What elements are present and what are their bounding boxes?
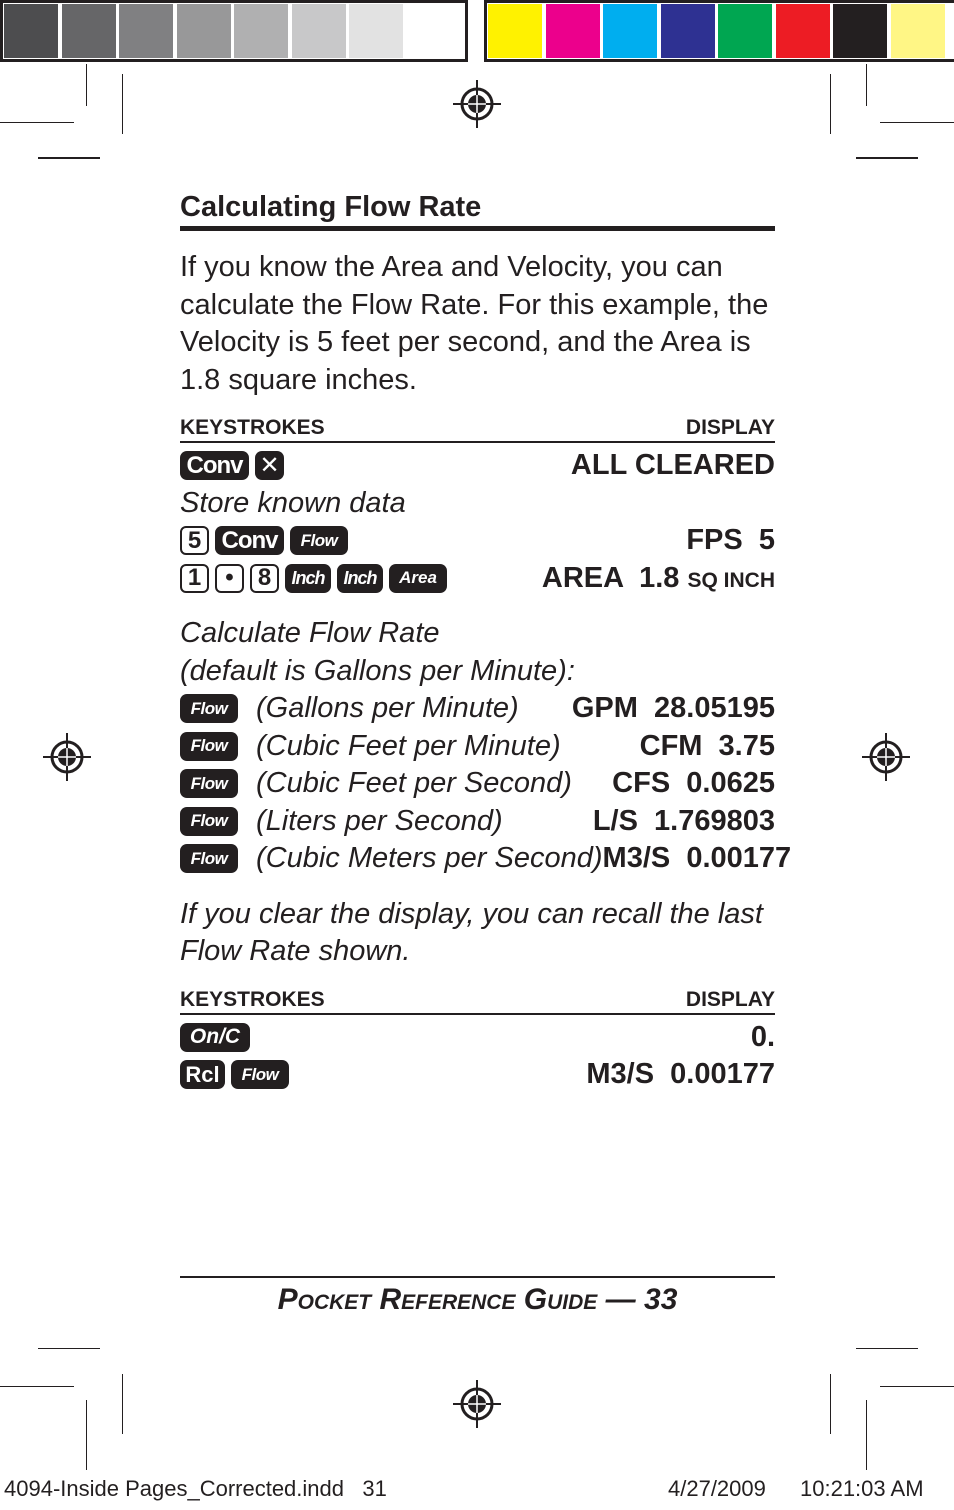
gray-swatch <box>62 4 116 58</box>
slug-date: 4/27/2009 <box>668 1476 766 1501</box>
key-sequence <box>180 805 503 838</box>
crop-mark <box>86 1400 87 1470</box>
note-recall: If you clear the display, you can recall the last Flow Rate shown. <box>180 897 763 967</box>
inch-key: Inch <box>285 564 331 593</box>
display-area-unit: SQ INCH <box>687 568 775 592</box>
keystroke-row <box>180 1056 775 1094</box>
color-swatch <box>776 4 830 58</box>
conv-key: Conv <box>215 526 284 555</box>
page-footer <box>180 1280 775 1320</box>
key-sequence <box>180 1023 256 1052</box>
keystrokes-header: KEYSTROKES <box>180 416 325 439</box>
page-number: 33 <box>644 1283 678 1316</box>
flow-row <box>180 690 775 728</box>
table-header <box>180 417 775 443</box>
flow-key: Flow <box>180 844 238 873</box>
slug-filename: 4094-Inside Pages_Corrected.indd 31 <box>4 1476 387 1501</box>
crop-mark <box>0 122 74 123</box>
crop-mark <box>38 157 100 159</box>
footer-rule <box>180 1276 775 1278</box>
display-value: 0. <box>750 1020 775 1053</box>
crop-mark <box>880 122 954 123</box>
key-sequence <box>180 451 290 480</box>
keystroke-row <box>180 1019 775 1057</box>
crop-mark <box>856 1348 918 1349</box>
spacer <box>180 597 775 615</box>
flow-unit-description: (Gallons per Minute) <box>256 692 519 725</box>
conv-key: Conv <box>180 451 249 480</box>
section-title: Calculating Flow Rate <box>180 188 775 231</box>
keystroke-row <box>180 522 775 560</box>
flow-unit-description: (Cubic Meters per Second) <box>256 842 603 875</box>
crop-mark <box>830 1374 831 1434</box>
digit-8-key: 8 <box>250 564 279 593</box>
gray-swatch <box>4 4 58 58</box>
flow-unit-description: (Cubic Feet per Second) <box>256 767 572 800</box>
registration-mark-icon <box>861 732 911 782</box>
crop-mark <box>880 1386 954 1387</box>
flow-row <box>180 765 775 803</box>
gray-swatch <box>119 4 173 58</box>
display-value <box>542 562 775 595</box>
recall-key: Rcl <box>180 1060 225 1089</box>
color-swatch <box>546 4 600 58</box>
crop-mark <box>866 1400 867 1470</box>
spacer <box>180 878 775 896</box>
flow-row <box>180 728 775 766</box>
flow-key: Flow <box>180 694 238 723</box>
key-sequence <box>180 564 453 593</box>
display-value: CFS 0.0625 <box>612 767 775 800</box>
gray-swatch <box>177 4 231 58</box>
flow-key: Flow <box>290 526 348 555</box>
flow-row <box>180 803 775 841</box>
crop-mark <box>856 157 918 159</box>
clear-x-key: ✕ <box>255 451 284 480</box>
color-swatch <box>833 4 887 58</box>
flow-key: Flow <box>180 769 238 798</box>
flow-rows <box>180 690 792 878</box>
digit-5-key: 5 <box>180 526 209 555</box>
color-swatch <box>661 4 715 58</box>
crop-mark <box>86 64 87 106</box>
key-sequence <box>180 730 561 763</box>
note-default-gpm: (default is Gallons per Minute): <box>180 654 575 687</box>
display-value: FPS 5 <box>686 524 775 557</box>
note-calculate-flow-rate: Calculate Flow Rate <box>180 617 440 649</box>
crop-mark <box>866 64 867 106</box>
inch-key: Inch <box>337 564 383 593</box>
color-swatch <box>891 4 945 58</box>
display-value: GPM 28.05195 <box>571 692 775 725</box>
key-sequence <box>180 1060 295 1089</box>
crop-mark <box>122 1374 123 1434</box>
color-swatch <box>488 4 542 58</box>
key-sequence <box>180 842 603 875</box>
digit-1-key: 1 <box>180 564 209 593</box>
color-swatch <box>603 4 657 58</box>
keystrokes-header: KEYSTROKES <box>180 987 325 1011</box>
keystroke-row <box>180 560 775 598</box>
keystroke-row <box>180 447 775 485</box>
flow-key: Flow <box>180 732 238 761</box>
crop-mark <box>38 1348 100 1349</box>
display-value: CFM 3.75 <box>639 729 775 762</box>
key-sequence <box>180 692 519 725</box>
display-value: ALL CLEARED <box>570 449 775 482</box>
key-sequence <box>180 526 354 555</box>
note-store-known-data: Store known data <box>180 486 406 519</box>
gray-swatch <box>349 4 403 58</box>
display-header: DISPLAY <box>685 987 775 1011</box>
gray-swatch <box>292 4 346 58</box>
display-value: M3/S 0.00177 <box>586 1058 775 1091</box>
intro-paragraph: If you know the Area and Velocity, you can calculate the Flow Rate. For this example, the Velocity is 5 feet per second, and the Area is 1.8 square inches. <box>180 251 769 396</box>
display-area-value: AREA 1.8 <box>541 561 680 594</box>
registration-mark-icon <box>452 79 502 129</box>
crop-mark <box>0 1386 74 1387</box>
display-value: M3/S 0.00177 <box>602 842 792 875</box>
key-sequence <box>180 767 572 800</box>
registration-mark-icon <box>42 732 92 782</box>
gray-swatch <box>234 4 288 58</box>
flow-row <box>180 840 792 878</box>
footer-separator: — <box>605 1283 636 1316</box>
gray-swatch <box>407 4 461 58</box>
footer-title: Pocket Reference Guide <box>277 1283 598 1316</box>
slug-time: 10:21:03 AM <box>800 1476 924 1501</box>
display-header: DISPLAY <box>685 416 775 439</box>
area-key: Area <box>389 564 447 593</box>
table-header <box>180 989 775 1015</box>
flow-unit-description: (Cubic Feet per Minute) <box>256 729 561 762</box>
on-clear-key: On/C <box>180 1023 250 1052</box>
flow-unit-description: (Liters per Second) <box>256 804 503 837</box>
flow-key: Flow <box>180 807 238 836</box>
display-value: L/S 1.769803 <box>592 804 775 837</box>
crop-mark <box>830 74 831 134</box>
registration-mark-icon <box>452 1379 502 1429</box>
decimal-point-key: • <box>215 564 244 593</box>
color-swatch <box>718 4 772 58</box>
crop-mark <box>122 74 123 134</box>
page-content <box>180 188 792 1094</box>
flow-key: Flow <box>231 1060 289 1089</box>
